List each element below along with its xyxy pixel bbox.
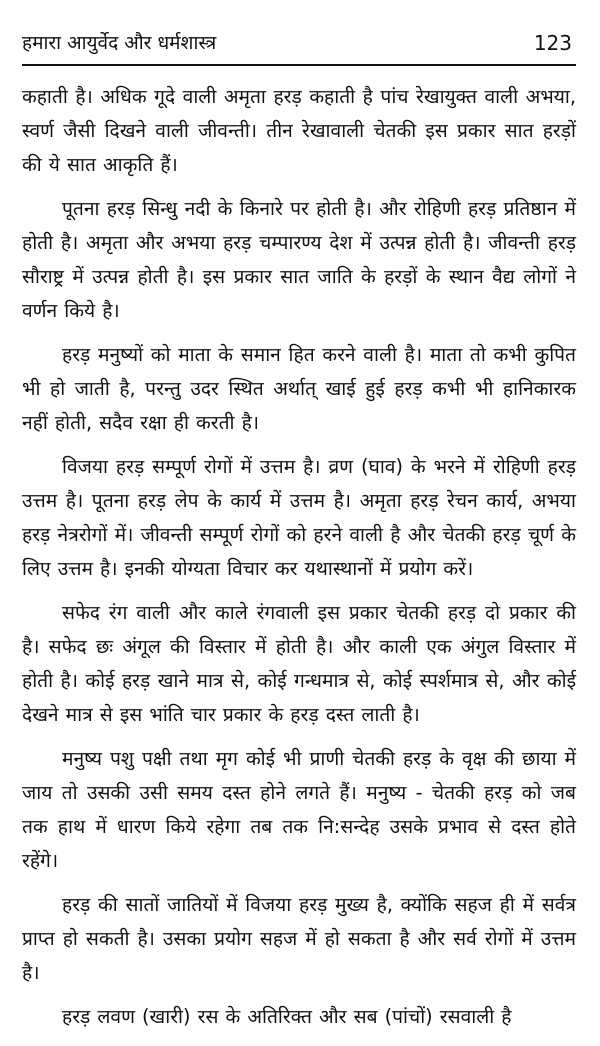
paragraph-3: हरड़ मनुष्यों को माता के समान हित करने वाली है। माता तो कभी कुपित भी हो जाती है, परन्तु उदर स्थित अर्थात् खाई हुई हरड़ कभी भी हानिकारक नहीं होती, सदैव रक्षा ही करती है। [22,343,576,434]
body-text [22,80,576,1034]
running-title: हमारा आयुर्वेद और धर्मशास्त्र [22,32,217,54]
paragraph-8: हरड़ लवण (खारी) रस के अतिरिक्त और सब (पांचों) रसवाली है [62,1005,512,1028]
paragraph-4: विजया हरड़ सम्पूर्ण रोगों में उत्तम है। व्रण (घाव) के भरने में रोहिणी हरड़ उत्तम है। पूतना हरड़ लेप के कार्य में उत्तम है। अमृता हरड़ रेचन कार्य, अभया हरड़ नेत्ररोगों में। जीवन्ती सम्पूर्ण रोगों को हरने वाली है और चेतकी हरड़ चूर्ण के लिए उत्तम है। इनकी योग्यता विचार कर यथास्थानों में प्रयोग करें। [22,455,576,580]
paragraph-5: सफेद रंग वाली और काले रंगवाली इस प्रकार चेतकी हरड़ दो प्रकार की है। सफेद छः अंगूल की विस्तार में होती है। और काली एक अंगुल विस्तार में होती है। कोई हरड़ खाने मात्र से, कोई गन्धमात्र से, कोई स्पर्शमात्र से, और कोई देखने मात्र से इस भांति चार प्रकार के हरड़ दस्त लाती है। [22,601,576,726]
paragraph-6: मनुष्य पशु पक्षी तथा मृग कोई भी प्राणी चेतकी हरड़ के वृक्ष की छाया में जाय तो उसकी उसी समय दस्त होने लगते हैं। मनुष्य - चेतकी हरड़ को जब तक हाथ में धारण किये रहेगा तब तक नि:सन्देह उसके प्रभाव से दस्त होते रहेंगे। [22,747,576,872]
paragraph-1: कहाती है। अधिक गूदे वाली अमृता हरड़ कहाती है पांच रेखायुक्त वाली अभया, स्वर्ण जैसी दिखने वाली जीवन्ती। तीन रेखावाली चेतकी इस प्रकार सात हरड़ों की ये सात आकृति हैं। [22,85,576,176]
page-number: 123 [533,31,572,55]
paragraph-2: पूतना हरड़ सिन्धु नदी के किनारे पर होती है। और रोहिणी हरड़ प्रतिष्ठान में होती है। अमृता और अभया हरड़ चम्पारण्य देश में उत्पन्न होती है। जीवन्ती हरड़ सौराष्ट्र में उत्पन्न होती है। इस प्रकार सात जाति के हरड़ों के स्थान वैद्य लोगों ने वर्णन किये है। [22,197,576,322]
running-header [22,30,576,66]
paragraph-7: हरड़ की सातों जातियों में विजया हरड़ मुख्य है, क्योंकि सहज ही में सर्वत्र प्राप्त हो सकती है। उसका प्रयोग सहज में हो सकता है और सर्व रोगों में उत्तम है। [22,893,576,984]
